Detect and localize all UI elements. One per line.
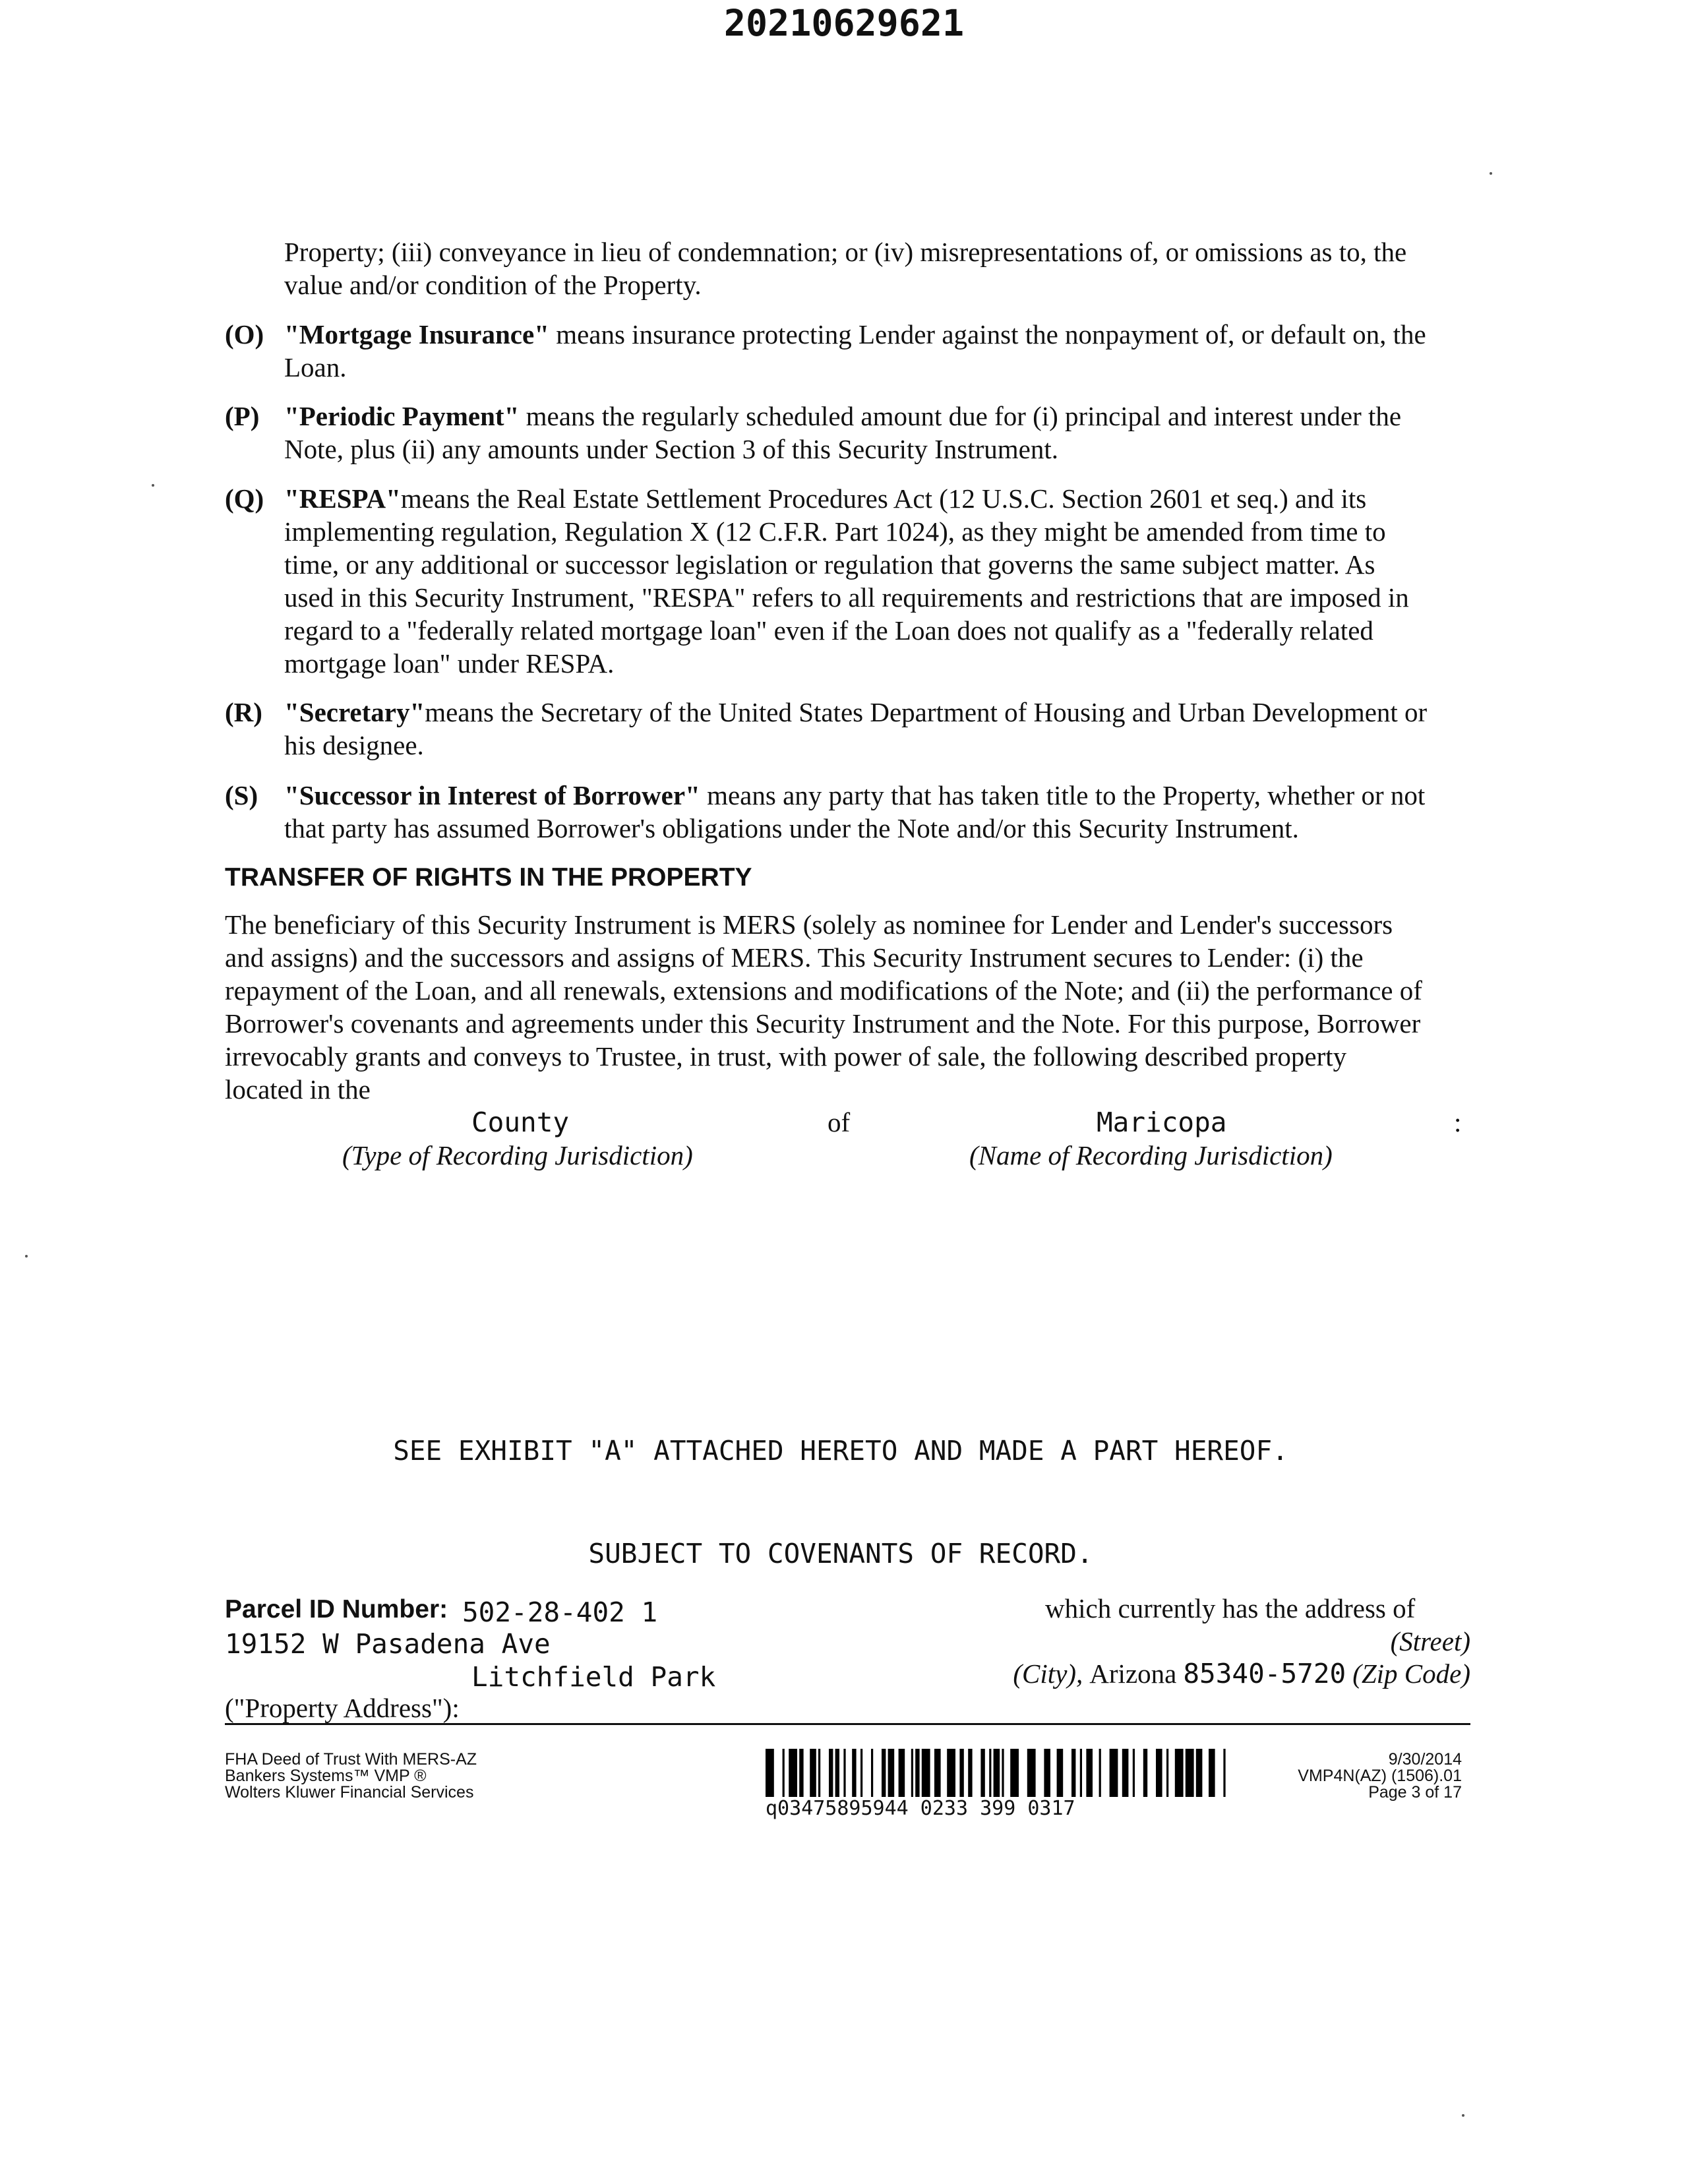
barcode-bar	[947, 1749, 955, 1797]
jurisdiction-colon: :	[1454, 1107, 1462, 1138]
text-line	[284, 779, 1425, 812]
definition-secretary	[225, 696, 1427, 762]
footer-divider	[225, 1723, 1470, 1725]
zip-value: 85340-5720	[1183, 1658, 1346, 1689]
footer-line: 9/30/2014	[1388, 1750, 1462, 1769]
barcode-number: q03475895944 0233 399 0317	[766, 1797, 1075, 1820]
barcode-bar	[888, 1749, 895, 1797]
city-caption: (City),	[1013, 1658, 1083, 1689]
text-line	[284, 696, 1427, 729]
barcode-bar	[810, 1749, 816, 1797]
definition-text: means insurance protecting Lender against the nonpayment of, or default on, the	[549, 319, 1426, 349]
text-line: SUBJECT TO COVENANTS OF RECORD.	[588, 1538, 1093, 1569]
barcode-bar	[1080, 1749, 1082, 1797]
zip-caption: (Zip Code)	[1352, 1658, 1470, 1689]
text-line: value and/or condition of the Property.	[284, 270, 702, 300]
barcode-bar	[934, 1749, 941, 1797]
barcode-bar	[860, 1749, 862, 1797]
barcode-bar	[789, 1749, 797, 1797]
barcode-bar	[989, 1749, 991, 1797]
state-value: Arizona	[1089, 1658, 1177, 1689]
barcode-bar	[1223, 1749, 1225, 1797]
definition-label: (O)	[225, 319, 264, 349]
barcode-bar	[766, 1749, 774, 1797]
footer-line: Bankers Systems™ VMP ®	[225, 1767, 427, 1785]
transfer-paragraph	[225, 908, 1422, 1106]
text-line: The beneficiary of this Security Instrument is MERS (solely as nominee for Lender and Lender's successors	[225, 909, 1393, 940]
barcode-bar	[835, 1749, 839, 1797]
text-line: mortgage loan" under RESPA.	[284, 648, 615, 679]
footer-line: FHA Deed of Trust With MERS-AZ	[225, 1750, 477, 1769]
barcode-bar	[818, 1749, 820, 1797]
barcode-bar	[911, 1749, 913, 1797]
jurisdiction-name-caption: (Name of Recording Jurisdiction)	[969, 1140, 1333, 1170]
definition-mortgage-insurance	[225, 318, 1426, 384]
recording-number: 20210629621	[723, 2, 965, 44]
jurisdiction-name-value: Maricopa	[1097, 1107, 1227, 1138]
barcode-bar	[882, 1749, 886, 1797]
text-line: Property; (iii) conveyance in lieu of condemnation; or (iv) misrepresentations of, or omissions as to, the	[284, 237, 1407, 267]
defined-term: "RESPA"	[284, 483, 401, 514]
street-value: 19152 W Pasadena Ave	[225, 1628, 551, 1660]
barcode-bar	[1209, 1749, 1215, 1797]
barcode-bar	[1156, 1749, 1162, 1797]
barcode-bar	[799, 1749, 803, 1797]
parcel-id-label: Parcel ID Number:	[225, 1595, 448, 1623]
jurisdiction-type-caption: (Type of Recording Jurisdiction)	[342, 1140, 693, 1170]
definition-text: means any party that has taken title to the Property, whether or not	[700, 780, 1426, 810]
barcode-bar	[871, 1749, 873, 1797]
text-line	[284, 400, 1401, 433]
barcode-bar	[1110, 1749, 1118, 1797]
text-line: used in this Security Instrument, "RESPA" refers to all requirements and restrictions that are imposed in	[284, 582, 1409, 613]
definition-label: (Q)	[225, 483, 264, 514]
barcode-bar	[1166, 1749, 1168, 1797]
barcode	[766, 1749, 1234, 1797]
barcode-bar	[968, 1749, 972, 1797]
city-value: Litchfield Park	[471, 1661, 716, 1693]
street-caption: (Street)	[1390, 1626, 1470, 1656]
barcode-bar	[829, 1749, 833, 1797]
definition-label: (P)	[225, 401, 260, 431]
text-line: Borrower's covenants and agreements under this Security Instrument and the Note. For this purpose, Borrower	[225, 1008, 1421, 1039]
barcode-bar	[1099, 1749, 1101, 1797]
definition-text: means the regularly scheduled amount due for (i) principal and interest under the	[519, 401, 1402, 431]
text-line	[284, 482, 1409, 515]
form-version	[1298, 1751, 1462, 1801]
jurisdiction-connector: of	[828, 1107, 851, 1138]
barcode-bar	[843, 1749, 845, 1797]
defined-term: "Mortgage Insurance"	[284, 319, 549, 349]
address-intro: which currently has the address of	[1045, 1593, 1416, 1623]
text-line: regard to a "federally related mortgage loan" even if the Loan does not qualify as a "federally related	[284, 615, 1373, 646]
barcode-bar	[1186, 1749, 1194, 1797]
definition-respa	[225, 482, 1409, 680]
property-address-label: ("Property Address"):	[225, 1693, 460, 1723]
barcode-bar	[1196, 1749, 1203, 1797]
city-state-zip	[1013, 1657, 1470, 1690]
scan-speck	[1462, 2114, 1464, 2117]
barcode-bar	[1057, 1749, 1064, 1797]
barcode-bar	[1027, 1749, 1036, 1797]
text-line: that party has assumed Borrower's obligations under the Note and/or this Security Instrument.	[284, 813, 1299, 843]
jurisdiction-type-value: County	[471, 1107, 570, 1138]
definition-periodic-payment	[225, 400, 1401, 466]
barcode-bar	[994, 1749, 1000, 1797]
text-line: located in the	[225, 1074, 371, 1105]
scan-speck	[1490, 172, 1492, 175]
barcode-bar	[1086, 1749, 1093, 1797]
barcode-bar	[1133, 1749, 1135, 1797]
barcode-bar	[922, 1749, 930, 1797]
barcode-bar	[1044, 1749, 1050, 1797]
definition-continuation	[284, 235, 1406, 301]
text-line: Note, plus (ii) any amounts under Section 3 of this Security Instrument.	[284, 434, 1059, 464]
text-line: irrevocably grants and conveys to Trustee, in trust, with power of sale, the following described property	[225, 1041, 1347, 1072]
defined-term: "Secretary"	[284, 697, 425, 727]
barcode-bar	[1010, 1749, 1019, 1797]
section-heading: TRANSFER OF RIGHTS IN THE PROPERTY	[225, 863, 752, 892]
defined-term: "Periodic Payment"	[284, 401, 520, 431]
text-line: SEE EXHIBIT "A" ATTACHED HERETO AND MADE A PART HEREOF.	[393, 1435, 1288, 1467]
footer-line: Wolters Kluwer Financial Services	[225, 1783, 474, 1802]
defined-term: "Successor in Interest of Borrower"	[284, 780, 700, 810]
text-line: implementing regulation, Regulation X (12 C.F.R. Part 1024), as they might be amended from time to	[284, 516, 1386, 547]
footer-line: VMP4N(AZ) (1506).01	[1298, 1767, 1462, 1785]
barcode-bar	[915, 1749, 919, 1797]
barcode-bar	[1122, 1749, 1129, 1797]
text-line: Loan.	[284, 352, 347, 382]
form-identifier	[225, 1751, 477, 1801]
barcode-bar	[1071, 1749, 1075, 1797]
scan-speck	[25, 1255, 28, 1258]
scan-speck	[152, 484, 154, 487]
definition-text: means the Real Estate Settlement Procedures Act (12 U.S.C. Section 2601 et seq.) and its	[400, 483, 1367, 514]
barcode-bar	[783, 1749, 785, 1797]
text-line: his designee.	[284, 730, 424, 760]
barcode-bar	[1175, 1749, 1184, 1797]
text-line	[284, 318, 1426, 351]
definition-label: (S)	[225, 780, 258, 810]
definition-text: means the Secretary of the United States Department of Housing and Urban Development or	[425, 697, 1428, 727]
barcode-bar	[1143, 1749, 1147, 1797]
barcode-bar	[980, 1749, 984, 1797]
barcode-bar	[899, 1749, 905, 1797]
text-line: repayment of the Loan, and all renewals, extensions and modifications of the Note; and (ii) the performance of	[225, 975, 1422, 1006]
definition-successor-in-interest	[225, 779, 1425, 845]
barcode-bar	[852, 1749, 856, 1797]
definition-label: (R)	[225, 697, 262, 727]
parcel-id-value: 502-28-402 1	[462, 1596, 658, 1628]
barcode-bar	[1002, 1749, 1004, 1797]
text-line: time, or any additional or successor legislation or regulation that governs the same subject matter. As	[284, 549, 1375, 580]
barcode-bar	[959, 1749, 963, 1797]
footer-line: Page 3 of 17	[1368, 1783, 1462, 1802]
text-line: and assigns) and the successors and assigns of MERS. This Security Instrument secures to Lender: (i) the	[225, 942, 1364, 973]
